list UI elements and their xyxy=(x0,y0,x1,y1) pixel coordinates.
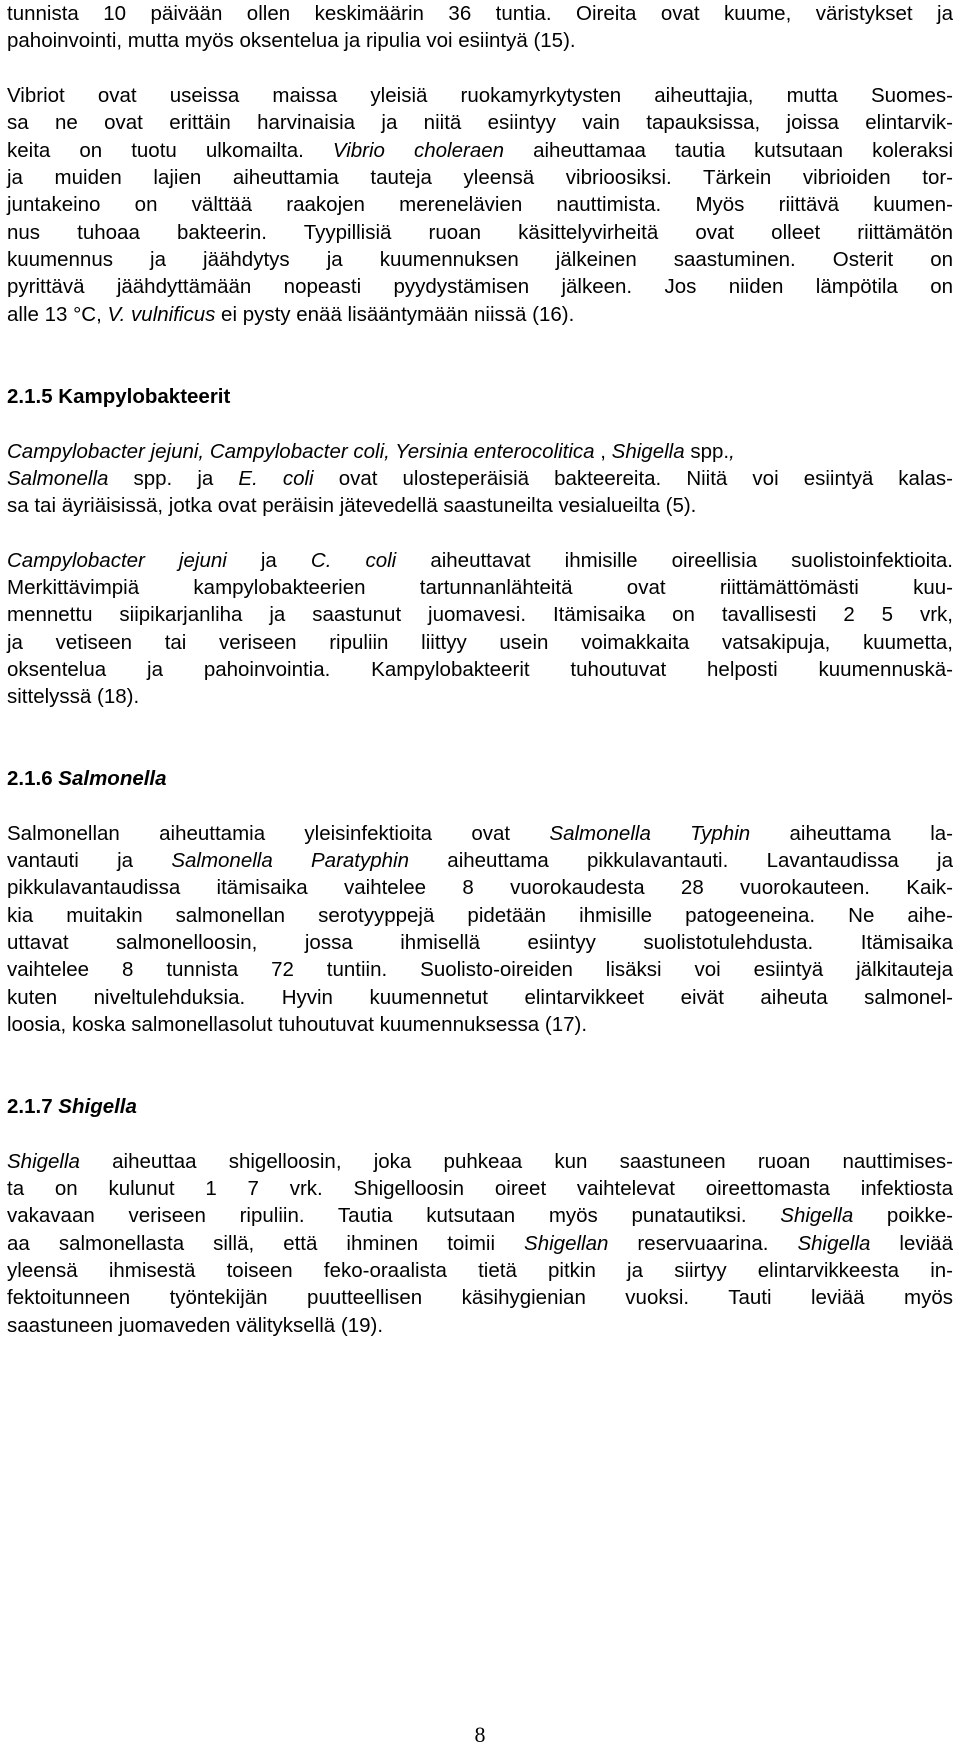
paragraph-line xyxy=(7,1230,953,1257)
species-name: Shigella xyxy=(780,1204,854,1227)
text-run: ta on kulunut 1 7 vrk. Shigelloosin oireet vaihtelevat oireettomasta infektiosta xyxy=(7,1177,953,1200)
text-run: , xyxy=(594,440,612,463)
heading-number: 2.1.6 xyxy=(7,767,59,790)
paragraph-line xyxy=(7,1175,953,1202)
species-name: Campylobacter jejuni xyxy=(7,549,227,572)
heading-number: 2.1.7 xyxy=(7,1095,59,1118)
section-heading xyxy=(7,1093,953,1120)
section-heading: 2.1.5 Kampylobakteerit xyxy=(7,385,231,408)
paragraph-line xyxy=(7,492,953,519)
species-name: Shigella xyxy=(611,440,685,463)
paragraph-line xyxy=(7,465,953,492)
paragraph-line xyxy=(7,438,953,465)
text-run: pikkulavantaudissa itämisaika vaihtelee 8 vuorokaudesta 28 vuorokauteen. Kaik- xyxy=(7,876,953,899)
paragraph-line xyxy=(7,191,953,218)
text-run: alle 13 °C, xyxy=(7,303,108,326)
text-run: aiheuttama pikkulavantauti. Lavantaudissa ja xyxy=(409,849,954,872)
paragraph-line xyxy=(7,1202,953,1229)
species-name: Shigella xyxy=(797,1232,871,1255)
text-run: vakavaan veriseen ripuliin. Tautia kutsutaan myös punatautiksi. xyxy=(7,1204,781,1227)
text-run: vantauti ja xyxy=(7,849,172,872)
paragraph-line xyxy=(7,1312,953,1339)
text-run: aiheuttaa shigelloosin, joka puhkeaa kun saastuneen ruoan nauttimises- xyxy=(79,1150,953,1173)
text-run: ja xyxy=(226,549,311,572)
text-run: , xyxy=(729,440,735,463)
paragraph-line xyxy=(7,984,953,1011)
text-run: juntakeino on välttää raakojen merenelävien nauttimista. Myös riittävä kuumen- xyxy=(7,193,953,216)
paragraph-line xyxy=(7,656,953,683)
text-run: saastuneen juomaveden välityksellä (19). xyxy=(7,1314,384,1337)
text-run: aiheuttamaa tautia kutsutaan koleraksi xyxy=(504,139,954,162)
text-run: sa tai äyriäisissä, jotka ovat peräisin jätevedellä saastuneilta vesialueilta (5). xyxy=(7,494,697,517)
heading-title: Salmonella xyxy=(58,767,167,790)
paragraph-line xyxy=(7,246,953,273)
text-run: aa salmonellasta sillä, että ihminen toimii xyxy=(7,1232,525,1255)
paragraph-line xyxy=(7,0,953,27)
text-run: Merkittävimpiä kampylobakteerien tartunnanlähteitä ovat riittämättömästi kuu- xyxy=(7,576,953,599)
text-run: Salmonellan aiheuttamia yleisinfektioita ovat xyxy=(7,822,550,845)
text-run: leviää xyxy=(870,1232,953,1255)
heading-title: Shigella xyxy=(58,1095,137,1118)
paragraph-line xyxy=(7,547,953,574)
paragraph-line xyxy=(7,847,953,874)
paragraph-line xyxy=(7,929,953,956)
species-name: Salmonella Typhin xyxy=(549,822,751,845)
paragraph-line xyxy=(7,874,953,901)
text-run: pyrittävä jäähdyttämään nopeasti pyydystämisen jälkeen. Jos niiden lämpötila on xyxy=(7,275,953,298)
text-run: tunnista 10 päivään ollen keskimäärin 36 tuntia. Oireita ovat kuume, väristykset ja xyxy=(7,2,953,25)
species-name: V. vulnificus xyxy=(107,303,216,326)
paragraph-line xyxy=(7,1011,953,1038)
text-run: pahoinvointi, mutta myös oksentelua ja ripulia voi esiintyä (15). xyxy=(7,29,576,52)
text-run: ja vetiseen tai veriseen ripuliin liittyy usein voimakkaita vatsakipuja, kuumetta, xyxy=(7,631,953,654)
text-run: kuten niveltulehduksia. Hyvin kuumennetut elintarvikkeet eivät aiheuta salmonel- xyxy=(7,986,953,1009)
text-run: loosia, koska salmonellasolut tuhoutuvat kuumennuksessa (17). xyxy=(7,1013,588,1036)
page-number: 8 xyxy=(474,1722,486,1747)
paragraph-line xyxy=(7,1284,953,1311)
text-run: aiheuttavat ihmisille oireellisia suolistoinfektioita. xyxy=(396,549,953,572)
paragraph-line xyxy=(7,273,953,300)
paragraph-line xyxy=(7,219,953,246)
paragraph-line xyxy=(7,27,953,54)
paragraph-line xyxy=(7,956,953,983)
species-name: Vibrio choleraen xyxy=(332,139,505,162)
paragraph-line xyxy=(7,902,953,929)
species-name: Campylobacter jejuni, Campylobacter coli, Yersinia enterocolitica xyxy=(7,440,595,463)
paragraph-line xyxy=(7,820,953,847)
text-run: uttavat salmonelloosin, jossa ihmisellä esiintyy suolistotulehdusta. Itämisaika xyxy=(7,931,953,954)
text-run: ja muiden lajien aiheuttamia tauteja yleensä vibrioosiksi. Tärkein vibrioiden tor- xyxy=(7,166,953,189)
text-run: vaihtelee 8 tunnista 72 tuntiin. Suolisto-oireiden lisäksi voi esiintyä jälkitauteja xyxy=(7,958,953,981)
text-run: keita on tuotu ulkomailta. xyxy=(7,139,333,162)
paragraph-line xyxy=(7,1257,953,1284)
text-run: ovat ulosteperäisiä bakteereita. Niitä voi esiintyä kalas- xyxy=(313,467,953,490)
text-run: oksentelua ja pahoinvointia. Kampylobakteerit tuhoutuvat helposti kuumennuskä- xyxy=(7,658,953,681)
text-run: Vibriot ovat useissa maissa yleisiä ruokamyrkytysten aiheuttajia, mutta Suomes- xyxy=(7,84,953,107)
paragraph-line xyxy=(7,574,953,601)
text-run: mennettu siipikarjanliha ja saastunut juomavesi. Itämisaika on tavallisesti 2 5 vrk, xyxy=(7,603,953,626)
text-run: spp. ja xyxy=(108,467,239,490)
text-run: yleensä ihmisestä toiseen feko-oraalista tietä pitkin ja siirtyy elintarvikkeesta in- xyxy=(7,1259,953,1282)
paragraph-line xyxy=(7,82,953,109)
text-run: aiheuttama la- xyxy=(750,822,954,845)
paragraph-line xyxy=(7,137,953,164)
text-run: sittelyssä (18). xyxy=(7,685,140,708)
species-name: Shigellan xyxy=(524,1232,609,1255)
paragraph-line xyxy=(7,683,953,710)
species-name: Shigella xyxy=(7,1150,80,1173)
text-run: ei pysty enää lisääntymään niissä (16). xyxy=(215,303,575,326)
text-run: spp. xyxy=(684,440,730,463)
species-name: Salmonella Paratyphin xyxy=(171,849,410,872)
paragraph-line xyxy=(7,629,953,656)
text-run: reservuaarina. xyxy=(608,1232,798,1255)
section-heading xyxy=(7,765,953,792)
text-run: poikke- xyxy=(853,1204,954,1227)
paragraph-line xyxy=(7,109,953,136)
text-run: nus tuhoaa bakteerin. Tyypillisiä ruoan käsittelyvirheitä ovat olleet riittämätön xyxy=(7,221,953,244)
paragraph-line xyxy=(7,1148,953,1175)
text-run: kuumennus ja jäähdytys ja kuumennuksen jälkeinen saastuminen. Osterit on xyxy=(7,248,953,271)
paragraph-line xyxy=(7,301,953,328)
text-run: kia muitakin salmonellan serotyyppejä pidetään ihmisille patogeeneina. Ne aihe- xyxy=(7,904,953,927)
paragraph-line xyxy=(7,164,953,191)
text-run: sa ne ovat erittäin harvinaisia ja niitä esiintyy vain tapauksissa, joissa elintarvik- xyxy=(7,111,953,134)
species-name: C. coli xyxy=(310,549,397,572)
paragraph-line xyxy=(7,601,953,628)
text-run: fektoitunneen työntekijän puutteellisen käsihygienian vuoksi. Tauti leviää myös xyxy=(7,1286,953,1309)
species-name: E. coli xyxy=(238,467,314,490)
species-name: Salmonella xyxy=(7,467,109,490)
